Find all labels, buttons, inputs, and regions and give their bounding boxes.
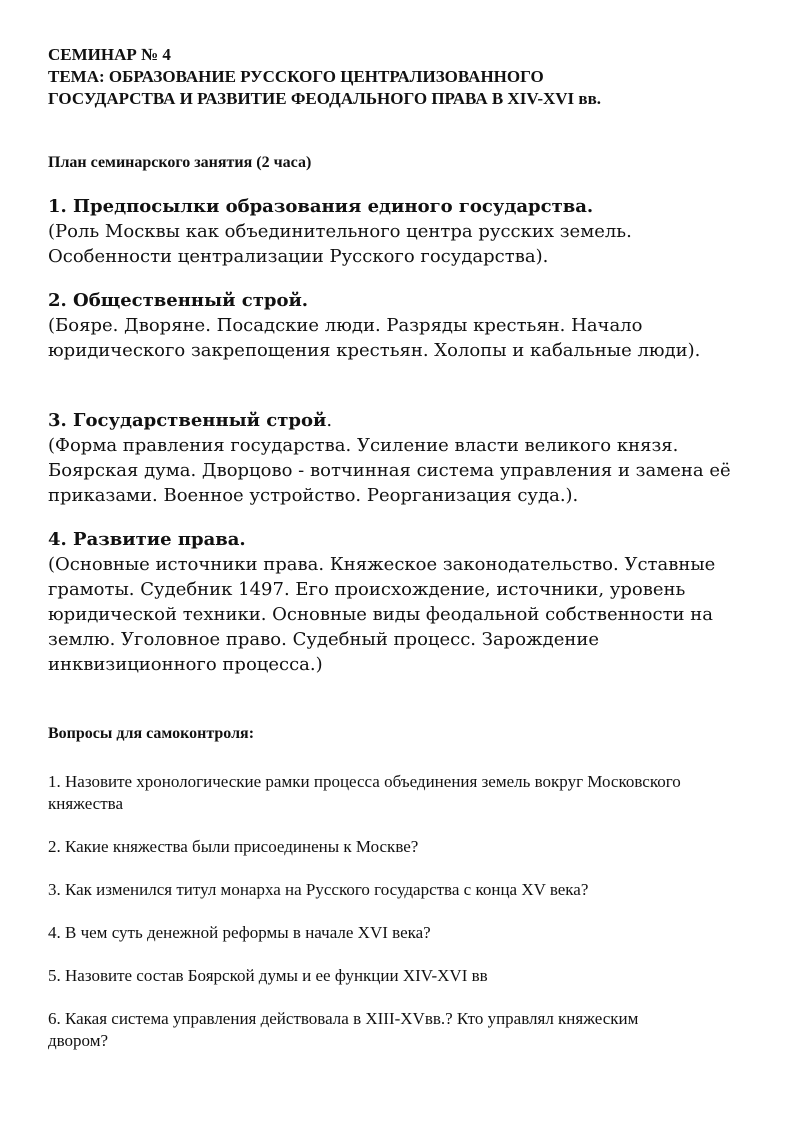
section-title: 4. Развитие права. — [48, 529, 246, 550]
section-text-line: (Форма правления государства. Усиление власти великого князя. — [48, 435, 679, 456]
question-text-line: 6. Какая система управления действовала в XIII-XVвв.? Кто управлял княжеским — [48, 1009, 639, 1028]
question-text-line: княжества — [48, 794, 123, 813]
section-text-line: юридической техники. Основные виды феодальной собственности на — [48, 604, 713, 625]
plan-section-1 — [48, 194, 760, 269]
question-item — [48, 965, 760, 987]
section-text-line: (Бояре. Дворяне. Посадские люди. Разряды крестьян. Начало — [48, 315, 643, 336]
topic-line-1: ТЕМА: ОБРАЗОВАНИЕ РУССКОГО ЦЕНТРАЛИЗОВАННОГО — [48, 67, 544, 86]
question-text-line: 4. В чем суть денежной реформы в начале XVI века? — [48, 923, 431, 942]
section-text-line: Особенности централизации Русского государства). — [48, 246, 549, 267]
topic-line-2: ГОСУДАРСТВА И РАЗВИТИЕ ФЕОДАЛЬНОГО ПРАВА В XIV-XVI вв. — [48, 89, 602, 108]
section-text-line: (Роль Москвы как объединительного центра русских земель. — [48, 221, 632, 242]
seminar-number: СЕМИНАР № 4 — [48, 45, 171, 64]
section-text-line: инквизиционного процесса.) — [48, 654, 323, 675]
questions-title: Вопросы для самоконтроля: — [48, 725, 255, 742]
question-item — [48, 836, 760, 858]
question-text-line: 2. Какие княжества были присоединены к Москве? — [48, 837, 419, 856]
plan-section-2 — [48, 288, 760, 363]
question-item — [48, 879, 760, 901]
plan-title: План семинарского занятия (2 часа) — [48, 154, 312, 171]
section-text-line: землю. Уголовное право. Судебный процесс. Зарождение — [48, 629, 599, 650]
section-text-line: (Основные источники права. Княжеское законодательство. Уставные — [48, 554, 716, 575]
section-text-line: Боярская дума. Дворцово - вотчинная система управления и замена её — [48, 460, 731, 481]
question-item — [48, 922, 760, 944]
document-page — [48, 44, 760, 1052]
section-text-line: грамоты. Судебник 1497. Его происхождение, источники, уровень — [48, 579, 686, 600]
question-text-line: двором? — [48, 1031, 109, 1050]
question-text-line: 5. Назовите состав Боярской думы и ее функции XIV-XVI вв — [48, 966, 488, 985]
section-title: 3. Государственный строй. — [48, 410, 333, 431]
question-item — [48, 771, 760, 815]
plan-section-4 — [48, 527, 760, 677]
section-title: 1. Предпосылки образования единого государства. — [48, 196, 594, 217]
section-text-line: юридического закрепощения крестьян. Холопы и кабальные люди). — [48, 340, 701, 361]
question-text-line: 1. Назовите хронологические рамки процесса объединения земель вокруг Московского — [48, 772, 681, 791]
question-item — [48, 1008, 760, 1052]
plan-section-3 — [48, 408, 760, 508]
section-title: 2. Общественный строй. — [48, 290, 309, 311]
section-text-line: приказами. Военное устройство. Реорганизация суда.). — [48, 485, 579, 506]
document-header — [48, 44, 760, 110]
question-text-line: 3. Как изменился титул монарха на Русского государства с конца XV века? — [48, 880, 589, 899]
